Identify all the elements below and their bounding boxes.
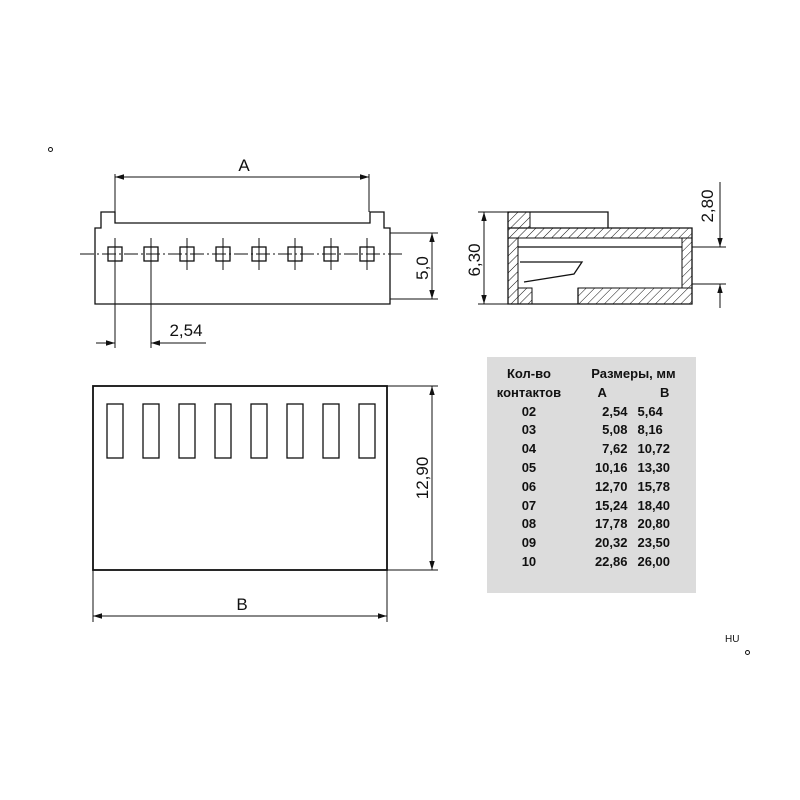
contact-slot: [179, 404, 195, 458]
top-view: [93, 386, 438, 622]
table-row: [487, 403, 696, 422]
height-6-30-label: 6,30: [465, 243, 484, 277]
count-cell: 03: [521, 422, 537, 438]
count-cell: 04: [521, 441, 537, 457]
corner-dot-left: [48, 147, 53, 152]
a-cell: 2,54: [602, 403, 628, 419]
a-cell: 22,86: [594, 553, 628, 569]
a-cell: 10,16: [594, 459, 628, 475]
table-row: [487, 497, 696, 516]
table-row: [487, 440, 696, 459]
b-cell: 23,50: [637, 535, 671, 551]
contact-slot: [215, 404, 231, 458]
header-b: B: [660, 384, 670, 400]
pitch-label: 2,54: [169, 321, 203, 340]
table-row: [487, 534, 696, 553]
a-cell: 17,78: [594, 516, 628, 532]
b-cell: 8,16: [637, 422, 663, 438]
dimension-b-label: B: [236, 595, 248, 614]
a-cell: 12,70: [594, 478, 628, 494]
count-cell: 06: [521, 478, 537, 494]
b-cell: 5,64: [637, 403, 663, 419]
table-row: [487, 478, 696, 497]
count-cell: 09: [521, 535, 537, 551]
header-a: A: [597, 384, 607, 400]
corner-mark: HU: [725, 634, 740, 645]
height-2-80-label: 2,80: [698, 189, 717, 223]
b-cell: 20,80: [637, 516, 671, 532]
dimension-a-label: A: [238, 156, 250, 175]
count-cell: 02: [521, 403, 537, 419]
count-cell: 08: [521, 516, 537, 532]
count-cell: 07: [521, 497, 537, 513]
a-cell: 7,62: [602, 441, 628, 457]
contact-slot: [107, 404, 123, 458]
b-cell: 15,78: [637, 478, 671, 494]
a-cell: 15,24: [594, 497, 628, 513]
count-cell: 10: [521, 553, 537, 569]
contact-slot: [143, 404, 159, 458]
table-row: [487, 515, 696, 534]
contact-slot: [287, 404, 303, 458]
a-cell: 5,08: [602, 422, 628, 438]
contact-slot: [359, 404, 375, 458]
table-row: [487, 553, 696, 572]
table-row: [487, 421, 696, 440]
dimensions-table: [487, 365, 696, 572]
b-cell: 13,30: [637, 459, 671, 475]
count-cell: 05: [521, 459, 537, 475]
front-view: [80, 156, 438, 348]
height-5-label: 5,0: [413, 256, 432, 280]
header-sizes: Размеры, мм: [591, 366, 676, 381]
b-cell: 18,40: [637, 497, 671, 513]
a-cell: 20,32: [594, 535, 628, 551]
header-count-line2: контактов: [496, 384, 562, 400]
b-cell: 10,72: [637, 441, 671, 457]
contact-slot: [323, 404, 339, 458]
contact-slot: [251, 404, 267, 458]
table-row: [487, 459, 696, 478]
corner-dot-right: [745, 650, 750, 655]
side-section-view: [465, 182, 726, 308]
b-cell: 26,00: [637, 553, 671, 569]
contact-slots: [107, 404, 375, 458]
header-count-line1: Кол-во: [506, 366, 551, 381]
dimensions-table-panel: [487, 357, 696, 593]
depth-12-90-label: 12,90: [413, 456, 432, 500]
